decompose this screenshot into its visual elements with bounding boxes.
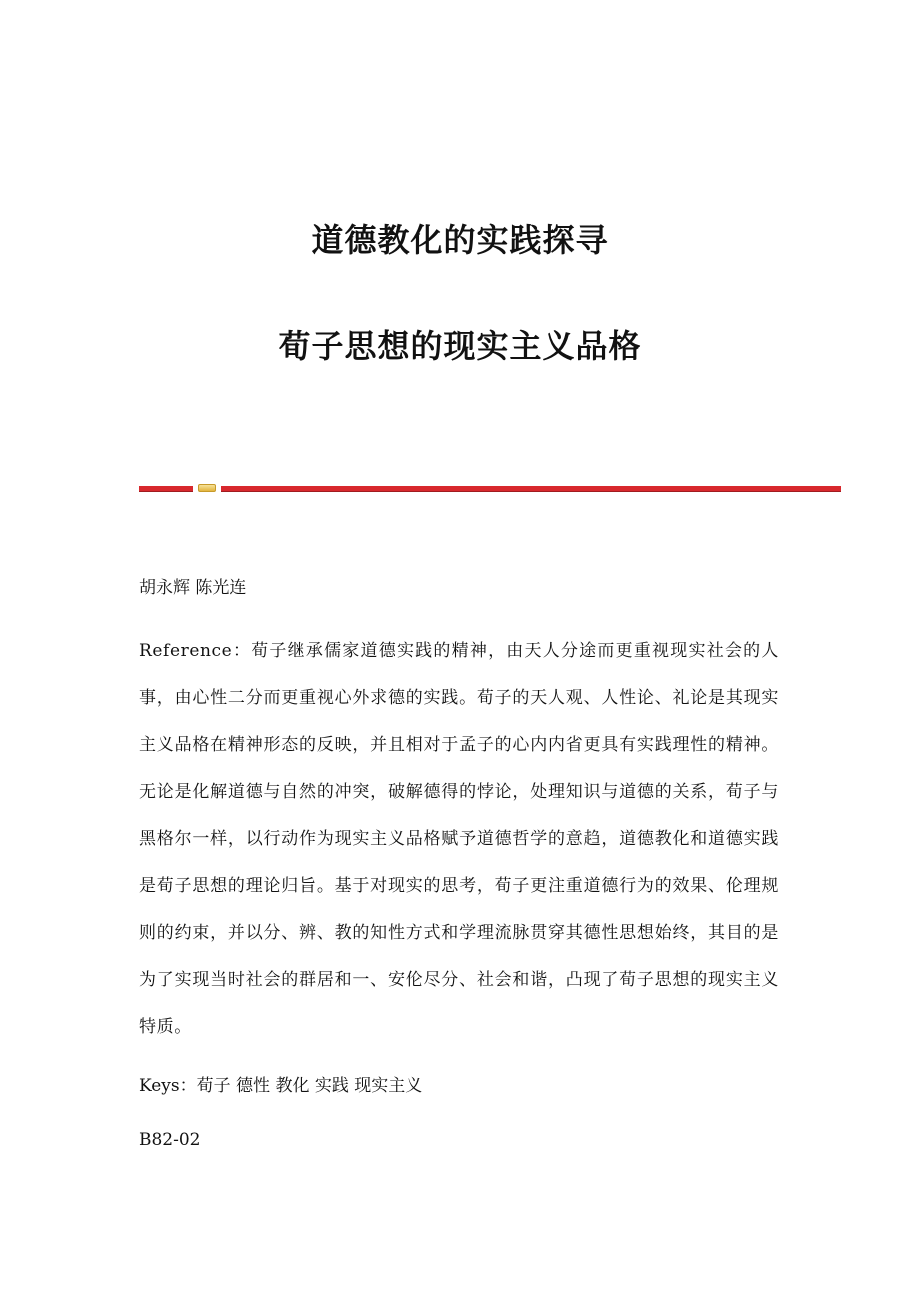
keywords-text: 荀子 德性 教化 实践 现实主义 (196, 1076, 423, 1096)
abstract-separator: ： (232, 641, 252, 661)
keywords-separator: ： (179, 1076, 197, 1096)
abstract (139, 628, 779, 1051)
keywords (139, 1074, 779, 1098)
abstract-label: Reference (139, 641, 233, 661)
authors: 胡永辉 陈光连 (139, 578, 247, 598)
title-divider (139, 484, 841, 492)
document-title-line-2: 荀子思想的现实主义品格 (278, 327, 642, 365)
classification-number: B82-02 (139, 1130, 201, 1150)
divider-bar-left (139, 486, 193, 492)
keywords-label: Keys (139, 1076, 180, 1096)
divider-ornament-icon (198, 484, 216, 492)
document-title-line-1: 道德教化的实践探寻 (311, 221, 609, 259)
abstract-text: 荀子继承儒家道德实践的精神，由天人分途而更重视现实社会的人事，由心性二分而更重视心外求德的实践。荀子的天人观、人性论、礼论是其现实主义品格在精神形态的反映，并且相对于孟子的心内内省更具有实践理性的精神。无论是化解道德与自然的冲突，破解德得的悖论，处理知识与道德的关系，荀子与黑格尔一样，以行动作为现实主义品格赋予道德哲学的意趋，道德教化和道德实践是荀子思想的理论归旨。基于对现实的思考，荀子更注重道德行为的效果、伦理规则的约束，并以分、辨、教的知性方式和学理流脉贯穿其德性思想始终，其目的是为了实现当时社会的群居和一、安伦尽分、社会和谐，凸现了荀子思想的现实主义特质。 (139, 641, 779, 1037)
divider-bar-right (221, 486, 841, 492)
